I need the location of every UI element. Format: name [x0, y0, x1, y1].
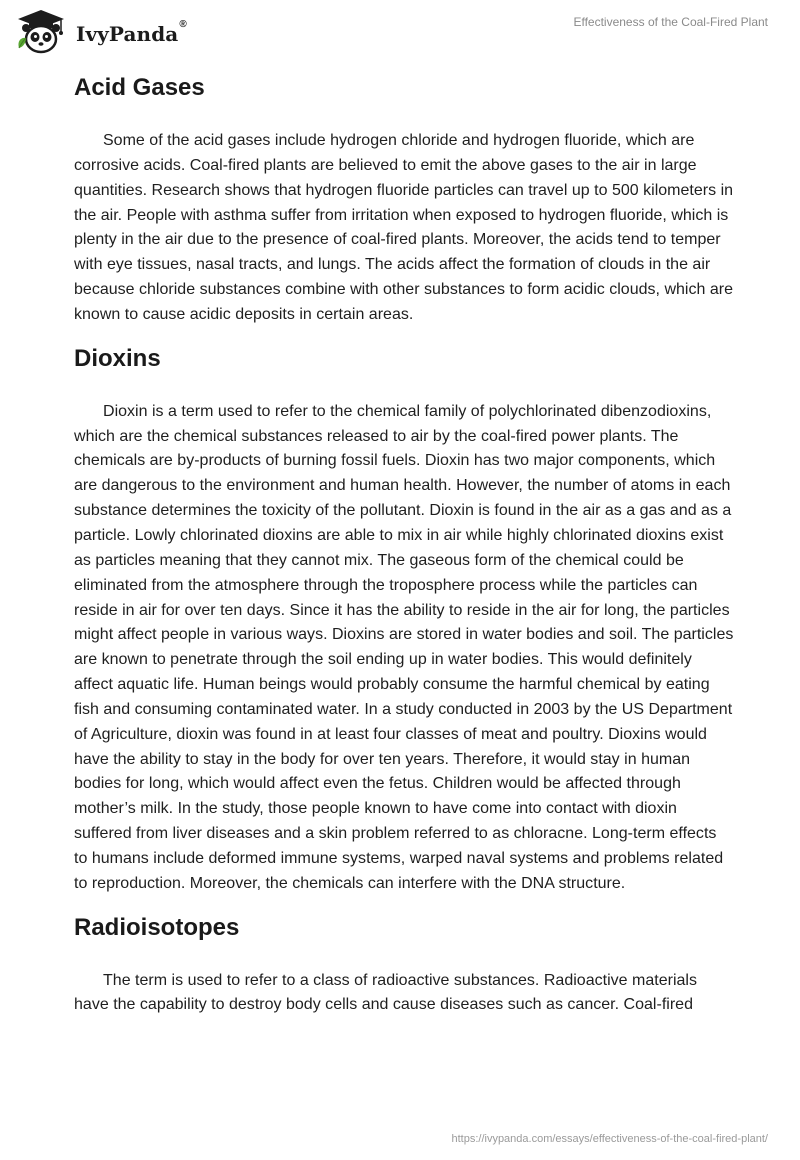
logo-wordmark: IvyPanda®	[76, 19, 187, 46]
panda-graduate-icon	[15, 8, 67, 54]
section-paragraph: Dioxin is a term used to refer to the chemical family of polychlorinated dibenzodioxins, which are the chemical substances released to air by the coal-fired power plants. The chemicals are by-products of burning fossil fuels. Dioxin has two major components, which are dangerous to the environment and human health. However, the number of atoms in each substance determines the toxicity of the pollutant. Dioxin is found in the air as a gas and as a particle. Lowly chlorinated dioxins are able to mix in air while highly chlorinated dioxins exist as particles meaning that they cannot mix. The gaseous form of the chemical could be eliminated from the atmosphere through the troposphere process while the particles can reside in air for over ten days. Since it has the ability to reside in the air for long, the particles might affect people in various ways. Dioxins are stored in water bodies and soil. The particles are known to penetrate through the soil ending up in water bodies. This would definitely affect aquatic life. Human beings would probably consume the harmful chemical by eating fish and consuming contaminated water. In a study conducted in 2003 by the US Department of Agriculture, dioxin was found in at least four classes of meat and poultry. Dioxins would have the ability to stay in the body for over ten years. Therefore, it would stay in human bodies for long, which would affect even the fetus. Children would be affected through mother’s milk. In the study, those people known to have come into contact with dioxin suffered from liver diseases and a skin problem referred to as chloracne. Long-term effects to humans include deformed immune systems, warped naval systems and problems related to reproduction. Moreover, the chemicals can interfere with the DNA structure.	[74, 402, 734, 892]
section-paragraph: Some of the acid gases include hydrogen chloride and hydrogen fluoride, which are corrosive acids. Coal-fired plants are believed to emit the above gases to the air in large quantities. Research shows that hydrogen fluoride particles can travel up to 500 kilometers in the air. People with asthma suffer from irritation when exposed to hydrogen fluoride, which is plenty in the air due to the presence of coal-fired plants. Moreover, the acids tend to temper with eye tissues, nasal tracts, and lungs. The acids affect the formation of clouds in the air because chloride substances combine with other substances to form acidic clouds, which are known to cause acidic deposits in certain areas.	[74, 132, 734, 323]
section-paragraph: The term is used to refer to a class of radioactive substances. Radioactive materials have the capability to destroy body cells and cause diseases such as cancer. Coal-fired	[74, 971, 698, 1014]
section-acid-gases	[74, 68, 734, 328]
source-url[interactable]: https://ivypanda.com/essays/effectiveness-of-the-coal-fired-plant/	[451, 1133, 768, 1145]
running-title: Effectiveness of the Coal-Fired Plant	[573, 15, 768, 29]
page-header	[0, 0, 800, 60]
essay-content	[74, 68, 734, 1029]
section-heading: Radioisotopes	[74, 913, 240, 941]
ivypanda-logo[interactable]	[15, 8, 187, 54]
section-heading: Acid Gases	[74, 74, 205, 101]
section-radioisotopes	[74, 908, 734, 1019]
section-heading: Dioxins	[74, 344, 161, 372]
section-dioxins	[74, 339, 734, 897]
